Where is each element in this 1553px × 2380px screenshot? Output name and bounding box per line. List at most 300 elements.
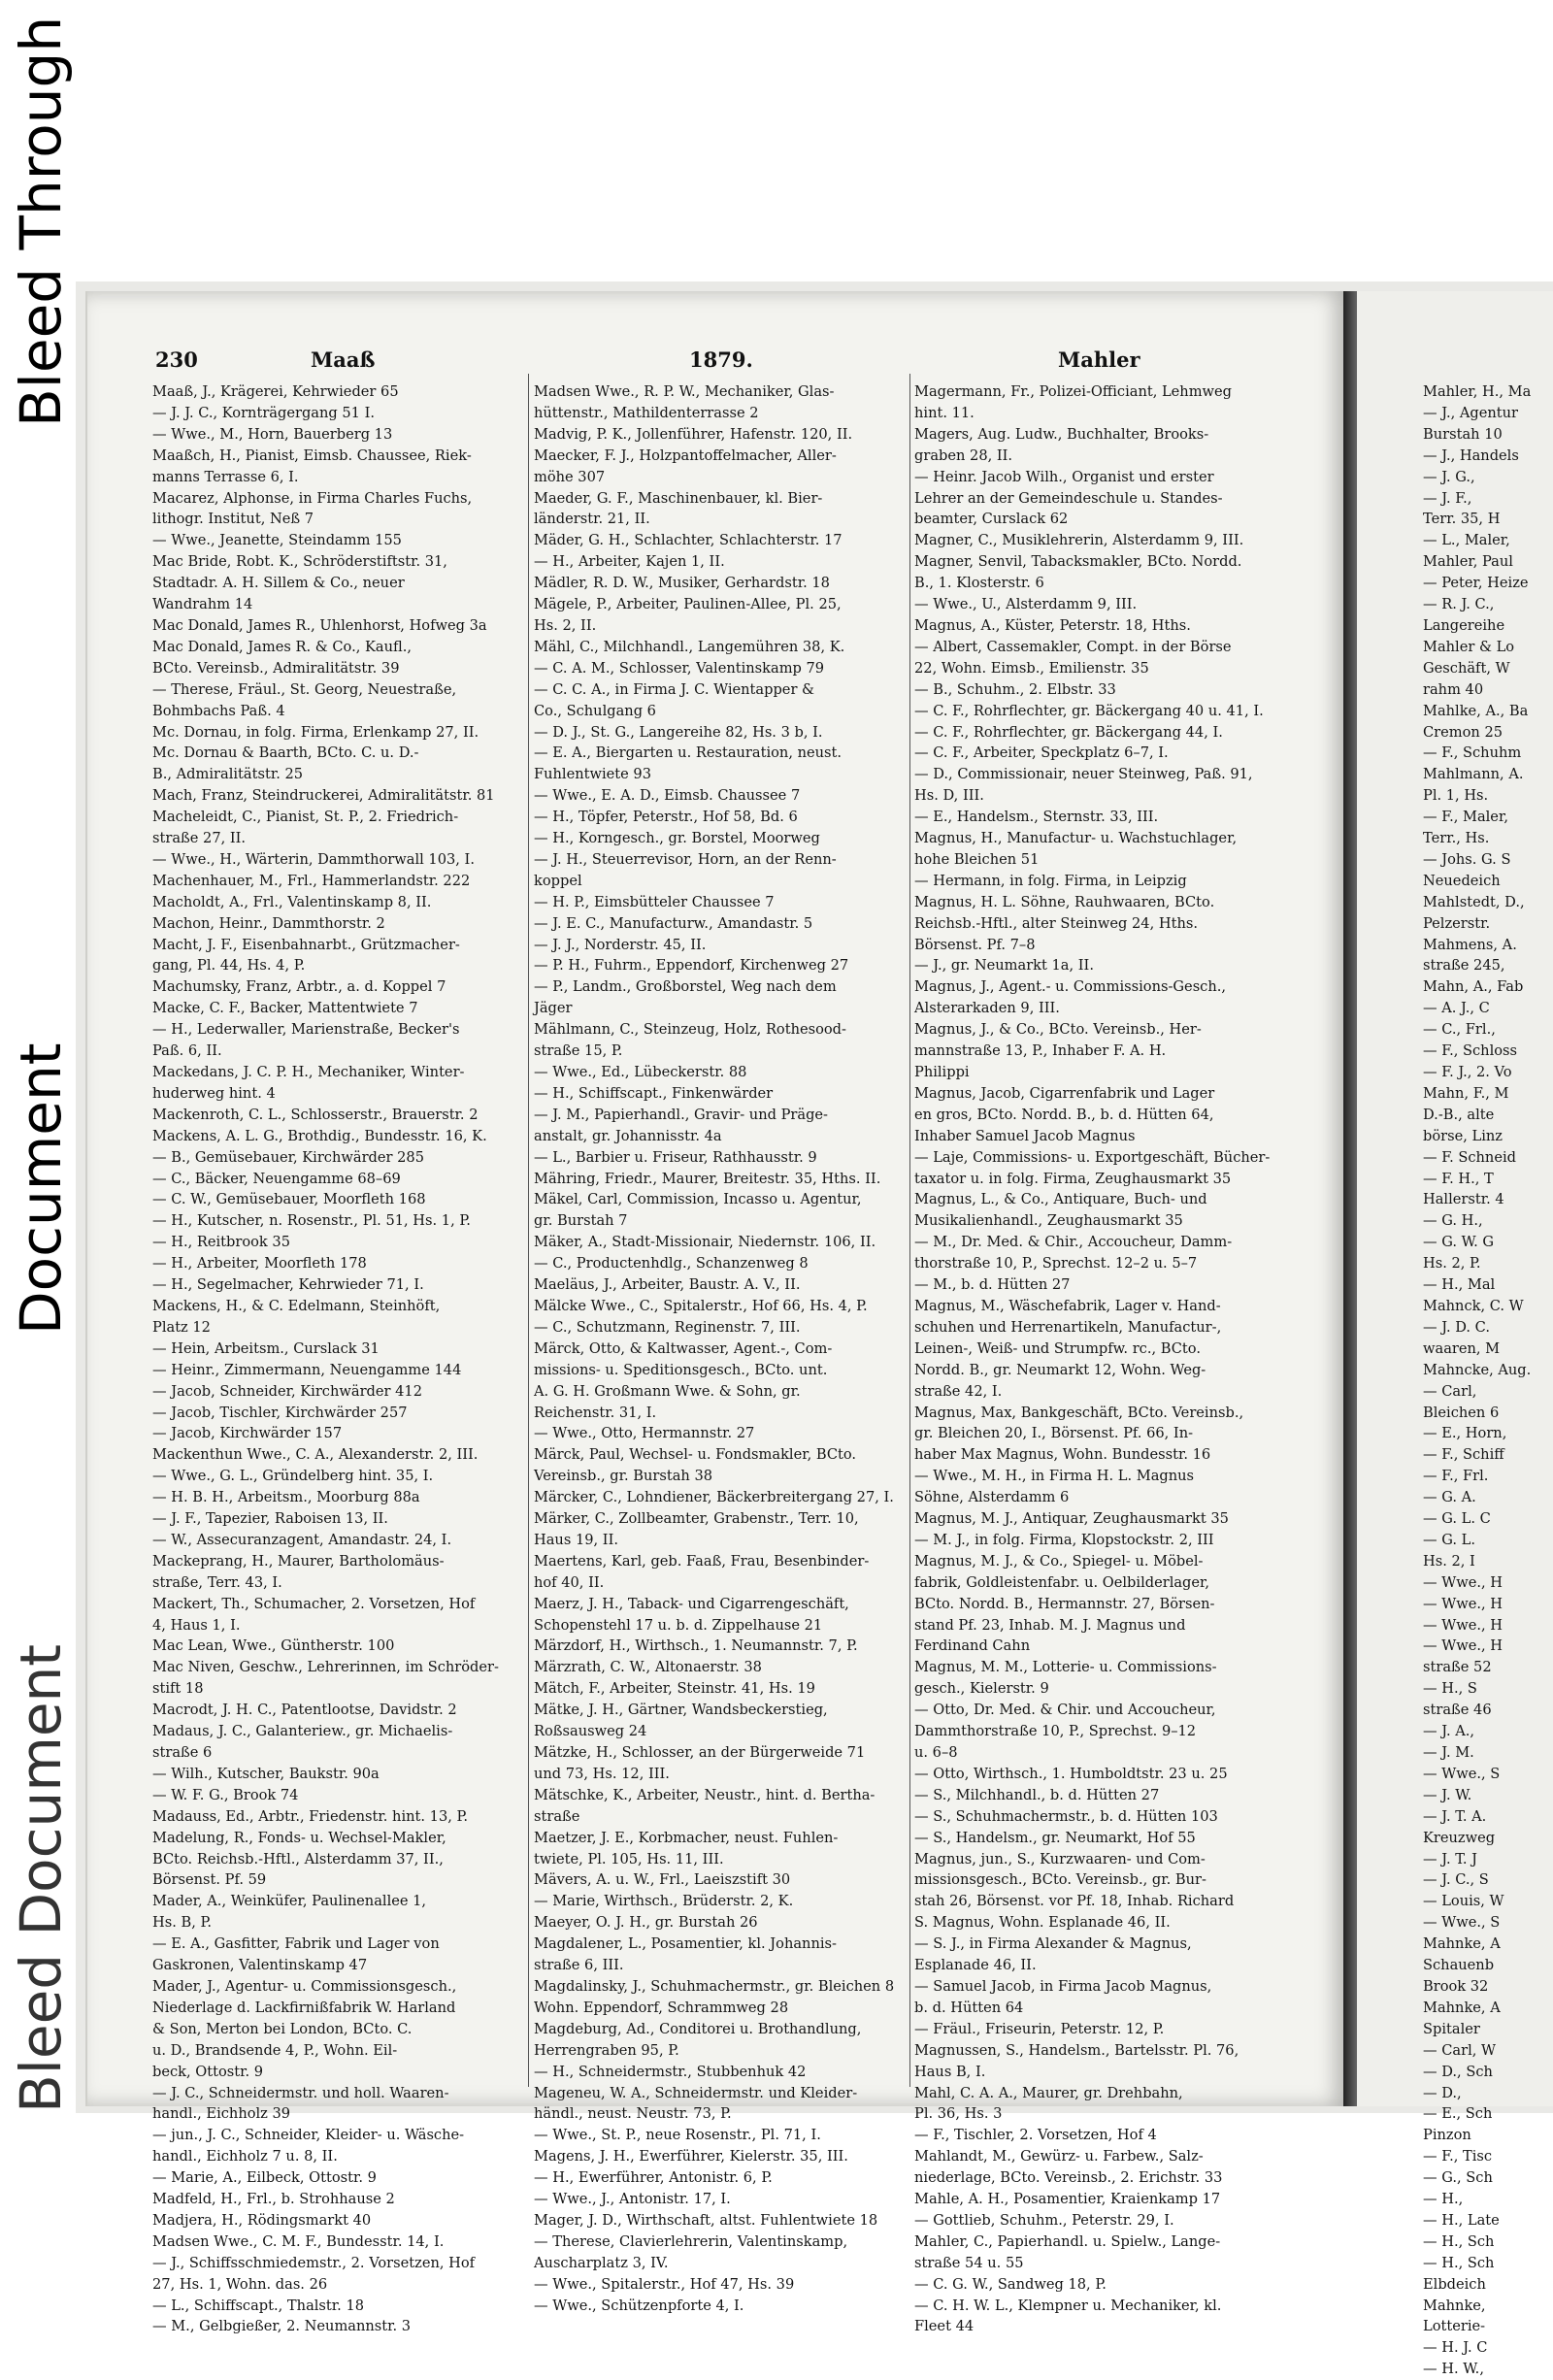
- column-rule: [909, 374, 910, 2087]
- directory-entry: — F., Schloss: [1423, 1042, 1518, 1060]
- header-year: 1879.: [689, 347, 753, 372]
- directory-entry: Magnus, Max, Bankgeschäft, BCto. Vereinsb.,: [914, 1404, 1244, 1421]
- directory-entry: — H., S: [1423, 1680, 1477, 1698]
- directory-entry: — B., Schuhm., 2. Elbstr. 33: [914, 680, 1116, 698]
- directory-entry: — Albert, Cassemakler, Compt. in der Börse: [914, 638, 1232, 655]
- directory-entry: Mageneu, W. A., Schneidermstr. und Kleider-: [534, 2084, 858, 2101]
- directory-entry: gr. Burstah 7: [534, 1212, 628, 1230]
- directory-entry: waaren, M: [1423, 1339, 1501, 1357]
- directory-entry: Magner, C., Musiklehrerin, Alsterdamm 9, III.: [914, 532, 1244, 549]
- directory-entry: rahm 40: [1423, 680, 1484, 698]
- directory-entry: Magnussen, S., Handelsm., Bartelsstr. Pl. 76,: [914, 2041, 1239, 2059]
- directory-entry: — H., Mal: [1423, 1276, 1496, 1294]
- directory-entry: Mackens, A. L. G., Brothdig., Bundesstr. 16, K.: [152, 1127, 487, 1144]
- directory-entry: — Hermann, in folg. Firma, in Leipzig: [914, 872, 1187, 889]
- directory-entry: — H., Arbeiter, Moorfleth 178: [152, 1255, 367, 1273]
- directory-entry: — Otto, Wirthsch., 1. Humboldtstr. 23 u. 25: [914, 1765, 1228, 1782]
- directory-entry: Ferdinand Cahn: [914, 1637, 1031, 1655]
- directory-entry: — E., Handelsm., Sternstr. 33, III.: [914, 809, 1159, 826]
- directory-entry: — G. A.: [1423, 1489, 1476, 1506]
- directory-entry: — J. F.,: [1423, 489, 1472, 507]
- directory-entry: — Wwe., E. A. D., Eimsb. Chaussee 7: [534, 787, 801, 805]
- directory-entry: — Wwe., H: [1423, 1595, 1503, 1612]
- directory-entry: Haus 19, II.: [534, 1531, 618, 1548]
- directory-entry: Mahlandt, M., Gewürz- u. Farbew., Salz-: [914, 2148, 1204, 2165]
- directory-entry: — Wwe., Spitalerstr., Hof 47, Hs. 39: [534, 2275, 795, 2293]
- directory-entry: Madsen Wwe., R. P. W., Mechaniker, Glas-: [534, 383, 835, 400]
- directory-entry: — C., Frl.,: [1423, 1021, 1496, 1039]
- directory-entry: Hs. 2, I: [1423, 1552, 1475, 1570]
- directory-entry: Magermann, Fr., Polizei-Officiant, Lehmweg: [914, 383, 1233, 400]
- directory-entry: — C., Productenhdlg., Schanzenweg 8: [534, 1255, 809, 1273]
- directory-entry: Mähl, C., Milchhandl., Langemühren 38, K.: [534, 638, 845, 655]
- directory-entry: — Laje, Commissions- u. Exportgeschäft, Bücher-: [914, 1148, 1271, 1166]
- directory-entry: BCto. Vereinsb., Admiralitätstr. 39: [152, 659, 400, 677]
- directory-entry: — H. W.,: [1423, 2361, 1484, 2378]
- directory-entry: Brook 32: [1423, 1977, 1489, 1995]
- directory-entry: & Son, Merton bei London, BCto. C.: [152, 2020, 413, 2037]
- directory-entry: Stadtadr. A. H. Sillem & Co., neuer: [152, 575, 405, 592]
- directory-entry: — F., Schiff: [1423, 1446, 1504, 1464]
- directory-entry: — W. F. G., Brook 74: [152, 1786, 299, 1803]
- label-bleed-document: Bleed Document: [8, 1643, 74, 2113]
- directory-entry: Hs. 2, II.: [534, 616, 597, 634]
- directory-entry: A. G. H. Großmann Wwe. & Sohn, gr.: [534, 1382, 801, 1400]
- directory-entry: Macheleidt, C., Pianist, St. P., 2. Friedrich-: [152, 809, 459, 826]
- directory-entry: — J. C., Schneidermstr. und holl. Waaren-: [152, 2084, 449, 2101]
- directory-entry: Maeyer, O. J. H., gr. Burstah 26: [534, 1914, 758, 1932]
- directory-entry: — H.,: [1423, 2191, 1464, 2208]
- directory-entry: Kreuzweg: [1423, 1829, 1496, 1846]
- directory-entry: Mävers, A. u. W., Frl., Laeiszstift 30: [534, 1871, 791, 1889]
- directory-entry: — J. J. C., Kornträgergang 51 I.: [152, 404, 375, 421]
- directory-entry: — C. C. A., in Firma J. C. Wientapper &: [534, 680, 815, 698]
- directory-entry: Mackedans, J. C. P. H., Mechaniker, Winter-: [152, 1064, 465, 1080]
- directory-entry: — G. W. G: [1423, 1234, 1495, 1251]
- directory-column-3: [914, 381, 1283, 2335]
- directory-entry: Langereihe: [1423, 616, 1505, 634]
- directory-entry: lithogr. Institut, Neß 7: [152, 511, 314, 528]
- directory-entry: Mahl, C. A. A., Maurer, gr. Drehbahn,: [914, 2084, 1183, 2101]
- directory-entry: Madauss, Ed., Arbtr., Friedenstr. hint. 13, P.: [152, 1807, 469, 1825]
- directory-entry: — Wwe., H., Wärterin, Dammthorwall 103, I.: [152, 850, 475, 868]
- directory-entry: Mackenthun Wwe., C. A., Alexanderstr. 2, III.: [152, 1446, 479, 1464]
- directory-entry: Elbdeich: [1423, 2275, 1486, 2293]
- directory-entry: taxator u. in folg. Firma, Zeughausmarkt 35: [914, 1170, 1232, 1187]
- directory-entry: — J. J., Norderstr. 45, II.: [534, 936, 707, 953]
- directory-entry: — H., Töpfer, Peterstr., Hof 58, Bd. 6: [534, 809, 798, 826]
- directory-entry: Mäker, A., Stadt-Missionair, Niedernstr. 106, II.: [534, 1234, 876, 1251]
- directory-entry: Märzdorf, H., Wirthsch., 1. Neumannstr. 7, P.: [534, 1637, 858, 1655]
- directory-entry: — D., Sch: [1423, 2063, 1493, 2080]
- directory-entry: — C., Bäcker, Neuengamme 68–69: [152, 1170, 401, 1187]
- directory-entry: Co., Schulgang 6: [534, 702, 656, 719]
- directory-entry: Gaskronen, Valentinskamp 47: [152, 1957, 368, 1974]
- directory-entry: Märker, C., Zollbeamter, Grabenstr., Terr. 10,: [534, 1510, 859, 1528]
- directory-entry: Vereinsb., gr. Burstah 38: [534, 1468, 713, 1485]
- directory-entry: Auscharplatz 3, IV.: [534, 2254, 669, 2271]
- directory-entry: Mac Lean, Wwe., Güntherstr. 100: [152, 1637, 395, 1655]
- directory-entry: Mahler, Paul: [1423, 553, 1513, 571]
- directory-entry: Mätke, J. H., Gärtner, Wandsbeckerstieg,: [534, 1702, 828, 1719]
- directory-entry: Alsterarkaden 9, III.: [914, 1000, 1060, 1017]
- directory-entry: Mackeprang, H., Maurer, Bartholomäus-: [152, 1552, 445, 1570]
- directory-entry: 4, Haus 1, I.: [152, 1616, 241, 1634]
- directory-entry: Mahn, F., M: [1423, 1084, 1509, 1102]
- directory-entry: Jäger: [534, 1000, 573, 1017]
- directory-entry: — F. Schneid: [1423, 1148, 1516, 1166]
- directory-column-next-page: [1423, 381, 1553, 2378]
- directory-entry: Spitaler: [1423, 2020, 1480, 2037]
- directory-entry: Hs. D, III.: [914, 787, 984, 805]
- directory-entry: — G. L.: [1423, 1531, 1475, 1548]
- directory-entry: B., 1. Klosterstr. 6: [914, 575, 1044, 592]
- directory-entry: — H., Arbeiter, Kajen 1, II.: [534, 553, 725, 571]
- directory-entry: — C. F., Rohrflechter, gr. Bäckergang 40 u. 41, I.: [914, 702, 1264, 719]
- directory-entry: Mahncke, Aug.: [1423, 1361, 1532, 1378]
- directory-entry: Maetzer, J. E., Korbmacher, neust. Fuhlen-: [534, 1829, 839, 1846]
- directory-entry: Mackert, Th., Schumacher, 2. Vorsetzen, Hof: [152, 1595, 476, 1612]
- directory-entry: Mahnck, C. W: [1423, 1297, 1524, 1314]
- directory-entry: — Heinr. Jacob Wilh., Organist und erster: [914, 468, 1214, 485]
- directory-entry: Mackenroth, C. L., Schlosserstr., Brauerstr. 2: [152, 1106, 479, 1123]
- directory-entry: S. Magnus, Wohn. Esplanade 46, II.: [914, 1914, 1171, 1932]
- directory-entry: Mälcke Wwe., C., Spitalerstr., Hof 66, Hs. 4, P.: [534, 1297, 868, 1314]
- directory-entry: Maecker, F. J., Holzpantoffelmacher, Aller-: [534, 446, 837, 464]
- header-right-keyword: Mahler: [1058, 347, 1140, 372]
- directory-entry: straße 6: [152, 1744, 213, 1761]
- side-label-strip: [0, 0, 76, 2113]
- directory-entry: Magnus, Jacob, Cigarrenfabrik und Lager: [914, 1084, 1215, 1102]
- directory-entry: — F., Maler,: [1423, 809, 1508, 826]
- directory-entry: — Wwe., S: [1423, 1765, 1501, 1782]
- directory-entry: Börsenst. Pf. 59: [152, 1871, 267, 1889]
- directory-entry: Niederlage d. Lackfirnißfabrik W. Harland: [152, 1999, 456, 2016]
- book-gutter: [1343, 291, 1357, 2106]
- directory-entry: — Gottlieb, Schuhm., Peterstr. 29, I.: [914, 2211, 1174, 2229]
- directory-entry: Fuhlentwiete 93: [534, 766, 651, 783]
- directory-entry: — Carl, W: [1423, 2041, 1497, 2059]
- directory-entry: — M., Dr. Med. & Chir., Accoucheur, Damm-: [914, 1234, 1233, 1251]
- directory-entry: — Wwe., St. P., neue Rosenstr., Pl. 71, I.: [534, 2127, 821, 2144]
- directory-entry: Maeläus, J., Arbeiter, Baustr. A. V., II.: [534, 1276, 801, 1294]
- directory-entry: Mahlmann, A.: [1423, 766, 1524, 783]
- directory-entry: D.-B., alte: [1423, 1106, 1495, 1123]
- directory-entry: Dammthorstraße 10, P., Sprechst. 9–12: [914, 1723, 1197, 1740]
- directory-entry: thorstraße 10, P., Sprechst. 12–2 u. 5–7: [914, 1255, 1198, 1273]
- directory-entry: Mac Niven, Geschw., Lehrerinnen, im Schröder-: [152, 1659, 499, 1676]
- directory-entry: Maerz, J. H., Taback- und Cigarrengeschäft,: [534, 1595, 849, 1612]
- directory-entry: Paß. 6, II.: [152, 1042, 222, 1060]
- directory-entry: Schopenstehl 17 u. b. d. Zippelhause 21: [534, 1616, 823, 1634]
- directory-entry: Mähring, Friedr., Maurer, Breitestr. 35, Hths. II.: [534, 1170, 881, 1187]
- directory-entry: — L., Barbier u. Friseur, Rathhausstr. 9: [534, 1148, 817, 1166]
- directory-entry: händl., neust. Neustr. 73, P.: [534, 2105, 732, 2123]
- directory-entry: 22, Wohn. Eimsb., Emilienstr. 35: [914, 659, 1149, 677]
- directory-entry: — F., Frl.: [1423, 1468, 1489, 1485]
- directory-entry: — P. H., Fuhrm., Eppendorf, Kirchenweg 27: [534, 957, 849, 975]
- directory-entry: Lehrer an der Gemeindeschule u. Standes-: [914, 489, 1223, 507]
- directory-entry: — M., Gelbgießer, 2. Neumannstr. 3: [152, 2318, 412, 2335]
- directory-entry: — H., Schiffscapt., Finkenwärder: [534, 1084, 774, 1102]
- directory-entry: — J. T. J: [1423, 1850, 1477, 1868]
- directory-entry: — Johs. G. S: [1423, 850, 1511, 868]
- directory-entry: Mach, Franz, Steindruckerei, Admiralitätstr. 81: [152, 787, 495, 805]
- directory-entry: handl., Eichholz 39: [152, 2105, 291, 2123]
- directory-entry: Märzrath, C. W., Altonaerstr. 38: [534, 1659, 762, 1676]
- directory-entry: Machenhauer, M., Frl., Hammerlandstr. 222: [152, 872, 471, 889]
- directory-entry: — B., Gemüsebauer, Kirchwärder 285: [152, 1148, 424, 1166]
- directory-entry: — J. D. C.: [1423, 1318, 1490, 1336]
- directory-entry: — J., Schiffsschmiedemstr., 2. Vorsetzen, Hof: [152, 2254, 476, 2271]
- directory-entry: huderweg hint. 4: [152, 1084, 276, 1102]
- directory-entry: Madfeld, H., Frl., b. Strohhause 2: [152, 2191, 395, 2208]
- directory-entry: Magnus, J., & Co., BCto. Vereinsb., Her-: [914, 1021, 1202, 1039]
- directory-entry: straße 27, II.: [152, 830, 247, 847]
- directory-entry: — J. T. A.: [1423, 1807, 1487, 1825]
- directory-entry: — Jacob, Schneider, Kirchwärder 412: [152, 1382, 423, 1400]
- directory-entry: Hallerstr. 4: [1423, 1191, 1504, 1208]
- directory-entry: Maeder, G. F., Maschinenbauer, kl. Bier-: [534, 489, 823, 507]
- directory-entry: — D.,: [1423, 2084, 1462, 2101]
- directory-entry: — J., Handels: [1423, 446, 1519, 464]
- directory-entry: — Wwe., G. L., Gründelberg hint. 35, I.: [152, 1468, 434, 1485]
- directory-entry: Mahler, C., Papierhandl. u. Spielw., Lange-: [914, 2232, 1221, 2250]
- directory-entry: Bleichen 6: [1423, 1404, 1500, 1421]
- directory-entry: Magdalinsky, J., Schuhmachermstr., gr. Bleichen 8: [534, 1977, 895, 1995]
- directory-entry: graben 28, II.: [914, 446, 1013, 464]
- directory-entry: — G., Sch: [1423, 2169, 1493, 2187]
- directory-entry: Terr., Hs.: [1423, 830, 1490, 847]
- directory-entry: Magers, Aug. Ludw., Buchhalter, Brooks-: [914, 425, 1209, 443]
- directory-entry: Magnus, L., & Co., Antiquare, Buch- und: [914, 1191, 1207, 1208]
- directory-entry: — Peter, Heize: [1423, 575, 1529, 592]
- directory-entry: Börsenst. Pf. 7–8: [914, 936, 1036, 953]
- directory-entry: — M., b. d. Hütten 27: [914, 1276, 1071, 1294]
- directory-entry: Mader, J., Agentur- u. Commissionsgesch.,: [152, 1977, 457, 1995]
- directory-entry: — A. J., C: [1423, 1000, 1490, 1017]
- directory-entry: — J., Agentur: [1423, 404, 1519, 421]
- directory-entry: — R. J. C.,: [1423, 596, 1495, 613]
- directory-entry: Magnus, M. J., & Co., Spiegel- u. Möbel-: [914, 1552, 1204, 1570]
- directory-entry: Magnus, H. L. Söhne, Rauhwaaren, BCto.: [914, 893, 1215, 910]
- directory-entry: Macarez, Alphonse, in Firma Charles Fuchs,: [152, 489, 473, 507]
- directory-entry: — C. F., Rohrflechter, gr. Bäckergang 44, I.: [914, 723, 1223, 741]
- directory-entry: beamter, Curslack 62: [914, 511, 1069, 528]
- directory-entry: möhe 307: [534, 468, 606, 485]
- directory-entry: Macrodt, J. H. C., Patentlootse, Davidstr. 2: [152, 1702, 457, 1719]
- directory-entry: straße, Terr. 43, I.: [152, 1573, 282, 1591]
- directory-entry: — W., Assecuranzagent, Amandastr. 24, I.: [152, 1531, 452, 1548]
- directory-entry: Magnus, M. M., Lotterie- u. Commissions-: [914, 1659, 1217, 1676]
- directory-entry: — H., Late: [1423, 2211, 1500, 2229]
- directory-entry: beck, Ottostr. 9: [152, 2063, 264, 2080]
- directory-entry: Magnus, H., Manufactur- u. Wachstuchlager,: [914, 830, 1238, 847]
- directory-entry: Mäkel, Carl, Commission, Incasso u. Agentur,: [534, 1191, 862, 1208]
- directory-entry: Märcker, C., Lohndiener, Bäckerbreitergang 27, I.: [534, 1489, 894, 1506]
- directory-entry: Roßsausweg 24: [534, 1723, 647, 1740]
- directory-entry: Machon, Heinr., Dammthorstr. 2: [152, 914, 385, 932]
- directory-entry: b. d. Hütten 64: [914, 1999, 1024, 2016]
- directory-entry: — J. G.,: [1423, 468, 1475, 485]
- directory-entry: — J., gr. Neumarkt 1a, II.: [914, 957, 1094, 975]
- directory-entry: — H., Schneidermstr., Stubbenhuk 42: [534, 2063, 807, 2080]
- directory-entry: Macholdt, A., Frl., Valentinskamp 8, II.: [152, 893, 432, 910]
- directory-entry: — H., Ewerführer, Antonistr. 6, P.: [534, 2169, 773, 2187]
- directory-entry: stah 26, Börsenst. vor Pf. 18, Inhab. Richard: [914, 1893, 1235, 1910]
- directory-entry: manns Terrasse 6, I.: [152, 468, 299, 485]
- directory-entry: — F., Schuhm: [1423, 744, 1522, 762]
- directory-entry: niederlage, BCto. Vereinsb., 2. Erichstr. 33: [914, 2169, 1223, 2187]
- directory-entry: Musikalienhandl., Zeughausmarkt 35: [914, 1212, 1183, 1230]
- directory-entry: Mahlke, A., Ba: [1423, 702, 1529, 719]
- directory-entry: straße: [534, 1807, 580, 1825]
- directory-entry: — H. J. C: [1423, 2339, 1488, 2357]
- directory-entry: Reichenstr. 31, I.: [534, 1404, 657, 1421]
- directory-entry: B., Admiralitätstr. 25: [152, 766, 304, 783]
- directory-entry: — Wwe., H: [1423, 1573, 1503, 1591]
- directory-entry: Pl. 36, Hs. 3: [914, 2105, 1003, 2123]
- directory-entry: Magnus, A., Küster, Peterstr. 18, Hths.: [914, 616, 1191, 634]
- directory-entry: Mc. Dornau, in folg. Firma, Erlenkamp 27, II.: [152, 723, 479, 741]
- directory-entry: — Fräul., Friseurin, Peterstr. 12, P.: [914, 2020, 1165, 2037]
- directory-entry: — H. P., Eimsbütteler Chaussee 7: [534, 893, 775, 910]
- directory-entry: — J. A.,: [1423, 1723, 1475, 1740]
- directory-entry: Madvig, P. K., Jollenführer, Hafenstr. 120, II.: [534, 425, 853, 443]
- directory-entry: Haus B, I.: [914, 2063, 986, 2080]
- header-left-keyword: Maaß: [311, 347, 376, 372]
- directory-entry: Mahmens, A.: [1423, 936, 1517, 953]
- directory-entry: schuhen und Herrenartikeln, Manufactur-,: [914, 1318, 1222, 1336]
- directory-entry: — J. E. C., Manufacturw., Amandastr. 5: [534, 914, 813, 932]
- directory-entry: Madaus, J. C., Galanteriew., gr. Michaelis-: [152, 1723, 453, 1740]
- directory-entry: Mahler, H., Ma: [1423, 383, 1532, 400]
- directory-entry: twiete, Pl. 105, Hs. 11, III.: [534, 1850, 724, 1868]
- directory-entry: en gros, BCto. Nordd. B., b. d. Hütten 64,: [914, 1106, 1214, 1123]
- directory-entry: — Marie, Wirthsch., Brüderstr. 2, K.: [534, 1893, 794, 1910]
- directory-entry: Macke, C. F., Backer, Mattentwiete 7: [152, 1000, 418, 1017]
- directory-entry: — Wwe., Otto, Hermannstr. 27: [534, 1425, 755, 1442]
- directory-entry: — Heinr., Zimmermann, Neuengamme 144: [152, 1361, 462, 1378]
- directory-entry: — F., Tischler, 2. Vorsetzen, Hof 4: [914, 2127, 1157, 2144]
- directory-entry: — L., Schiffscapt., Thalstr. 18: [152, 2297, 365, 2314]
- directory-entry: missions- u. Speditionsgesch., BCto. unt.: [534, 1361, 828, 1378]
- directory-entry: Mac Donald, James R., Uhlenhorst, Hofweg 3a: [152, 616, 487, 634]
- directory-entry: — D. J., St. G., Langereihe 82, Hs. 3 b, I.: [534, 723, 823, 741]
- directory-entry: — J. M.: [1423, 1744, 1474, 1761]
- directory-entry: — J. M., Papierhandl., Gravir- und Präge-: [534, 1106, 828, 1123]
- directory-entry: handl., Eichholz 7 u. 8, II.: [152, 2148, 338, 2165]
- directory-entry: börse, Linz: [1423, 1127, 1503, 1144]
- directory-entry: Mahler & Lo: [1423, 638, 1515, 655]
- directory-entry: — F., Tisc: [1423, 2148, 1493, 2165]
- directory-column-1: [152, 381, 519, 2335]
- directory-entry: Mac Donald, James R. & Co., Kaufl.,: [152, 638, 413, 655]
- directory-entry: — C., Schutzmann, Reginenstr. 7, III.: [534, 1318, 801, 1336]
- directory-entry: — D., Commissionair, neuer Steinweg, Paß. 91,: [914, 766, 1253, 783]
- directory-entry: Mac Bride, Robt. K., Schröderstiftstr. 31,: [152, 553, 447, 571]
- directory-entry: hüttenstr., Mathildenterrasse 2: [534, 404, 759, 421]
- directory-entry: Madsen Wwe., C. M. F., Bundesstr. 14, I.: [152, 2232, 445, 2250]
- directory-entry: hint. 11.: [914, 404, 975, 421]
- directory-entry: hohe Bleichen 51: [914, 850, 1040, 868]
- directory-entry: hof 40, II.: [534, 1573, 605, 1591]
- directory-entry: Leinen-, Weiß- und Strumpfw. rc., BCto.: [914, 1339, 1201, 1357]
- directory-entry: — F. J., 2. Vo: [1423, 1064, 1512, 1080]
- directory-entry: straße 52: [1423, 1659, 1492, 1676]
- directory-entry: — H., Reitbrook 35: [152, 1234, 290, 1251]
- directory-entry: stand Pf. 23, Inhab. M. J. Magnus und: [914, 1616, 1186, 1634]
- directory-entry: — Wwe., M., Horn, Bauerberg 13: [152, 425, 393, 443]
- directory-entry: Hs. B, P.: [152, 1914, 212, 1932]
- directory-entry: Esplanade 46, II.: [914, 1957, 1037, 1974]
- label-bleed-through: Bleed Through: [8, 16, 74, 427]
- directory-entry: — E., Horn,: [1423, 1425, 1507, 1442]
- directory-entry: Madjera, H., Rödingsmarkt 40: [152, 2211, 372, 2229]
- directory-entry: — Wwe., U., Alsterdamm 9, III.: [914, 596, 1138, 613]
- directory-entry: Geschäft, W: [1423, 659, 1510, 677]
- directory-entry: — J. W.: [1423, 1786, 1472, 1803]
- directory-entry: Machumsky, Franz, Arbtr., a. d. Koppel 7: [152, 978, 446, 996]
- directory-entry: — J. F., Tapezier, Raboisen 13, II.: [152, 1510, 388, 1528]
- directory-entry: — J. H., Steuerrevisor, Horn, an der Renn-: [534, 850, 837, 868]
- directory-entry: Nordd. B., gr. Neumarkt 12, Wohn. Weg-: [914, 1361, 1206, 1378]
- directory-entry: — H., Kutscher, n. Rosenstr., Pl. 51, Hs. 1, P.: [152, 1212, 471, 1230]
- directory-entry: stift 18: [152, 1680, 204, 1698]
- directory-entry: Mader, A., Weinküfer, Paulinenallee 1,: [152, 1893, 427, 1910]
- directory-entry: Mackens, H., & C. Edelmann, Steinhöft,: [152, 1297, 441, 1314]
- directory-entry: — Wwe., M. H., in Firma H. L. Magnus: [914, 1468, 1195, 1485]
- directory-entry: — Hein, Arbeitsm., Curslack 31: [152, 1339, 380, 1357]
- directory-entry: Lotterie-: [1423, 2318, 1486, 2335]
- directory-entry: Mäder, G. H., Schlachter, Schlachterstr. 17: [534, 532, 843, 549]
- directory-entry: BCto. Reichsb.-Hftl., Alsterdamm 37, II.,: [152, 1850, 444, 1868]
- directory-entry: — P., Landm., Großborstel, Weg nach dem: [534, 978, 837, 996]
- directory-entry: — E. A., Biergarten u. Restauration, neust.: [534, 744, 843, 762]
- label-document: Document: [8, 1042, 74, 1335]
- directory-entry: — Therese, Fräul., St. Georg, Neuestraße,: [152, 680, 457, 698]
- directory-entry: Märck, Paul, Wechsel- u. Fondsmakler, BCto.: [534, 1446, 857, 1464]
- directory-entry: Pelzerstr.: [1423, 914, 1491, 932]
- directory-entry: — C. W., Gemüsebauer, Moorfleth 168: [152, 1191, 426, 1208]
- directory-entry: und 73, Hs. 12, III.: [534, 1765, 670, 1782]
- directory-entry: Magnus, M. J., Antiquar, Zeughausmarkt 35: [914, 1510, 1229, 1528]
- directory-entry: straße 6, III.: [534, 1957, 624, 1974]
- directory-entry: — C. G. W., Sandweg 18, P.: [914, 2275, 1107, 2293]
- directory-entry: — H., Sch: [1423, 2232, 1495, 2250]
- directory-entry: Pinzon: [1423, 2127, 1471, 2144]
- directory-entry: — Louis, W: [1423, 1893, 1504, 1910]
- directory-entry: Pl. 1, Hs.: [1423, 787, 1489, 805]
- directory-entry: — Wwe., Ed., Lübeckerstr. 88: [534, 1064, 747, 1080]
- directory-entry: — H., Lederwaller, Marienstraße, Becker's: [152, 1021, 460, 1039]
- directory-entry: — H., Segelmacher, Kehrwieder 71, I.: [152, 1276, 424, 1294]
- directory-entry: — Therese, Clavierlehrerin, Valentinskamp,: [534, 2232, 848, 2250]
- directory-entry: Burstah 10: [1423, 425, 1503, 443]
- directory-entry: Hs. 2, P.: [1423, 1255, 1481, 1273]
- directory-entry: Fleet 44: [914, 2318, 975, 2335]
- directory-entry: — E., Sch: [1423, 2105, 1493, 2123]
- directory-entry: Bohmbachs Paß. 4: [152, 702, 285, 719]
- directory-entry: — Wwe., Schützenpforte 4, I.: [534, 2297, 744, 2314]
- directory-entry: straße 15, P.: [534, 1042, 623, 1060]
- page-number: 230: [155, 347, 198, 372]
- directory-entry: Mätschke, K., Arbeiter, Neustr., hint. d. Bertha-: [534, 1786, 876, 1803]
- directory-entry: Mahnke,: [1423, 2297, 1486, 2314]
- directory-entry: anstalt, gr. Johannisstr. 4a: [534, 1127, 722, 1144]
- directory-entry: Magdalener, L., Posamentier, kl. Johannis-: [534, 1935, 837, 1953]
- directory-entry: Magnus, J., Agent.- u. Commissions-Gesch.,: [914, 978, 1227, 996]
